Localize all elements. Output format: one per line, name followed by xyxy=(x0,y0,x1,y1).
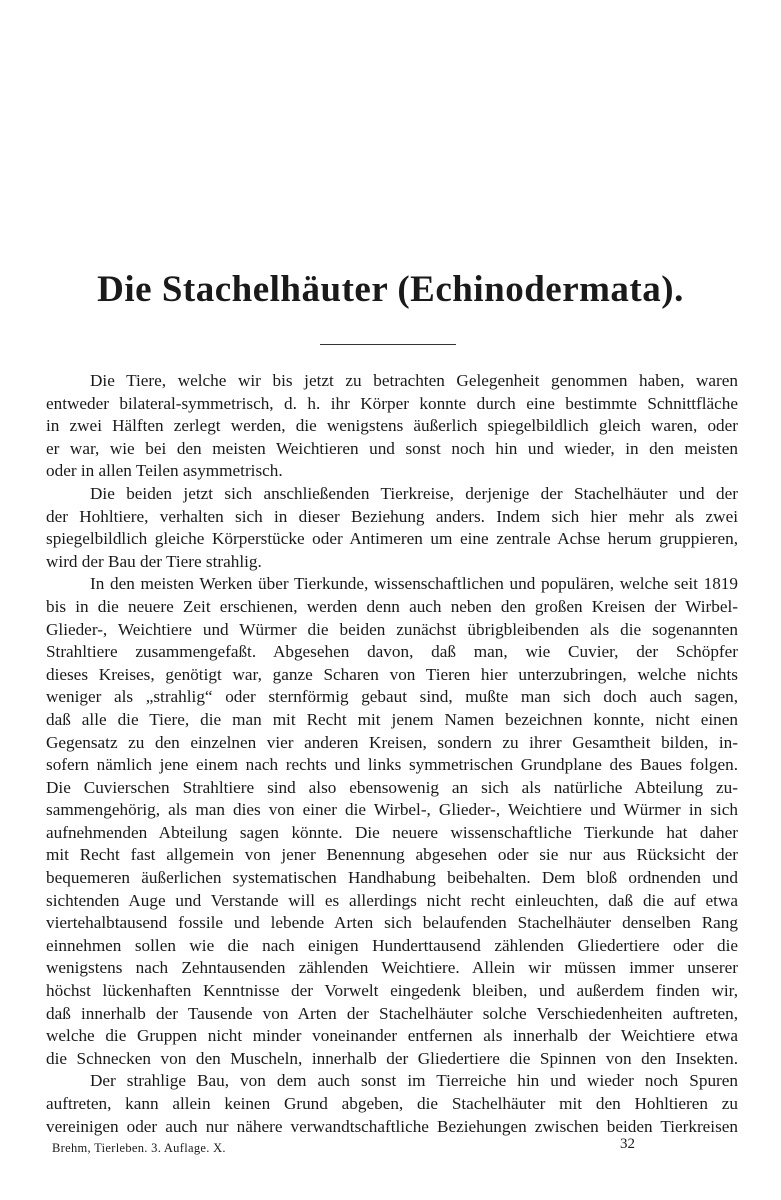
footer-source: Brehm, Tierleben. 3. Auflage. X. xyxy=(52,1141,226,1155)
text-line: in zwei Hälften zerlegt werden, die wenigstens äußerlich spiegelbildlich gleich waren, oder xyxy=(46,416,738,436)
text-line: wenigstens nach Zehntausenden zählenden Weichtiere. Allein wir müssen immer unserer xyxy=(46,958,738,978)
text-line: spiegelbildlich gleiche Körperstücke oder Antimeren um eine zentrale Achse herum gruppieren, xyxy=(46,529,738,549)
text-line: der Hohltiere, verhalten sich in dieser Beziehung anders. Indem sich hier mehr als zwei xyxy=(46,506,738,526)
text-line: Die Tiere, welche wir bis jetzt zu betrachten Gelegenheit genommen haben, waren xyxy=(90,371,738,390)
body-text xyxy=(46,370,738,1138)
page-number: 32 xyxy=(620,1136,635,1152)
text-line: In den meisten Werken über Tierkunde, wissenschaftlichen und populären, welche seit 1819 xyxy=(90,574,738,594)
text-line: bis in die neuere Zeit erschienen, werden denn auch neben den großen Kreisen der Wirbel- xyxy=(46,596,738,616)
text-line: auftreten, kann allein keinen Grund abgeben, die Stachelhäuter mit den Hohltieren zu xyxy=(46,1094,738,1113)
text-line: Gegensatz zu den einzelnen vier anderen Kreisen, sondern zu ihrer Gesamtheit bilden, in- xyxy=(46,732,738,752)
text-line: sammengehörig, als man dies von einer die Wirbel-, Glieder-, Weichtiere und Würmer in sich xyxy=(46,800,738,820)
text-line: welche die Gruppen nicht minder voneinander entfernen als innerhalb der Weichtiere etwa xyxy=(46,1026,738,1046)
text-line: sichtenden Auge und Verstande will es allerdings nicht recht einleuchten, daß die auf etwa xyxy=(46,890,738,910)
text-line: die Schnecken von den Muscheln, innerhalb der Gliedertiere die Spinnen von den Insekten. xyxy=(46,1048,738,1068)
text-line: Die beiden jetzt sich anschließenden Tierkreise, derjenige der Stachelhäuter und der xyxy=(90,483,738,503)
text-line: Der strahlige Bau, von dem auch sonst im Tierreiche hin und wieder noch Spuren xyxy=(90,1071,738,1091)
text-line: oder in allen Teilen asymmetrisch. xyxy=(46,461,283,481)
text-line: Glieder-, Weichtiere und Würmer die beiden zunächst übrigbleibenden als die sogenannten xyxy=(46,619,738,639)
text-line: weniger als „strahlig“ oder sternförmig gebaut sind, mußte man sich doch auch sagen, xyxy=(46,687,738,707)
text-line: einnehmen sollen wie die nach einigen Hunderttausend zählenden Gliedertiere oder die xyxy=(46,935,738,955)
text-line: er war, wie bei den meisten Weichtieren und sonst noch hin und wieder, in den meisten xyxy=(46,438,738,458)
text-line: vereinigen oder auch nur nähere verwandtschaftliche Beziehungen zwischen beiden Tierkreisen xyxy=(46,1116,738,1136)
text-line: Die Cuvierschen Strahltiere sind also ebensowenig an sich als natürliche Abteilung zu- xyxy=(46,777,738,797)
text-line: bequemeren äußerlichen systematischen Handhabung beibehalten. Dem bloß ordnenden und xyxy=(46,868,738,888)
text-line: Strahltiere zusammengefaßt. Abgesehen davon, daß man, wie Cuvier, der Schöpfer xyxy=(46,642,738,662)
text-line: viertehalbtausend fossile und lebende Arten sich belaufenden Stachelhäuter denselben Rang xyxy=(46,913,738,933)
text-line: daß innerhalb der Tausende von Arten der Stachelhäuter solche Verschiedenheiten auftreten, xyxy=(46,1003,738,1023)
text-line: entweder bilateral-symmetrisch, d. h. ihr Körper konnte durch eine bestimmte Schnittfläche xyxy=(46,393,738,413)
text-line: sofern nämlich jene einem nach rechts und links symmetrischen Grundplane des Baues folgen. xyxy=(46,755,738,775)
page-title: Die Stachelhäuter (Echinodermata). xyxy=(97,269,684,310)
title-divider xyxy=(320,344,456,345)
text-line: daß alle die Tiere, die man mit Recht mit jenem Namen bezeichnen konnte, nicht einen xyxy=(46,709,738,729)
text-line: aufnehmenden Abteilung sagen könnte. Die neuere wissenschaftliche Tierkunde hat daher xyxy=(46,822,738,842)
text-line: mit Recht fast allgemein von jener Benennung abgesehen oder sie nur aus Rücksicht der xyxy=(46,845,738,865)
text-line: wird der Bau der Tiere strahlig. xyxy=(46,551,262,571)
text-line: dieses Kreises, genötigt war, ganze Scharen von Tieren hier unterzubringen, welche nichts xyxy=(46,664,738,684)
text-line: höchst lückenhaften Kenntnisse der Vorwelt eingedenk bleiben, und außerdem finden wir, xyxy=(46,981,738,1001)
